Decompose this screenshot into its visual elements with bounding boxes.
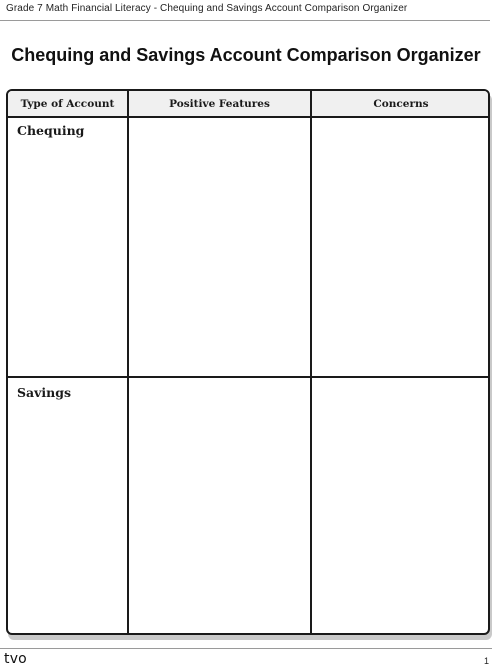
column-header-positive-features: Positive Features [169,98,270,110]
chequing-concerns-cell[interactable] [312,118,490,376]
page-number: 1 [483,656,489,666]
footer-divider [0,648,492,649]
page-title: Chequing and Savings Account Comparison Organizer [11,45,481,65]
row-label-savings: Savings [17,385,72,400]
savings-positive-features-cell[interactable] [129,378,310,633]
tvo-logo: tvo [4,651,27,667]
chequing-positive-features-cell[interactable] [129,118,310,376]
document-header: Grade 7 Math Financial Literacy - Chequing and Savings Account Comparison Organizer [6,3,408,14]
row-label-chequing: Chequing [17,123,85,138]
savings-concerns-cell[interactable] [312,378,490,633]
comparison-table [6,89,490,635]
column-header-type-of-account: Type of Account [20,98,115,110]
column-header-concerns: Concerns [373,98,429,110]
header-divider [0,20,490,21]
